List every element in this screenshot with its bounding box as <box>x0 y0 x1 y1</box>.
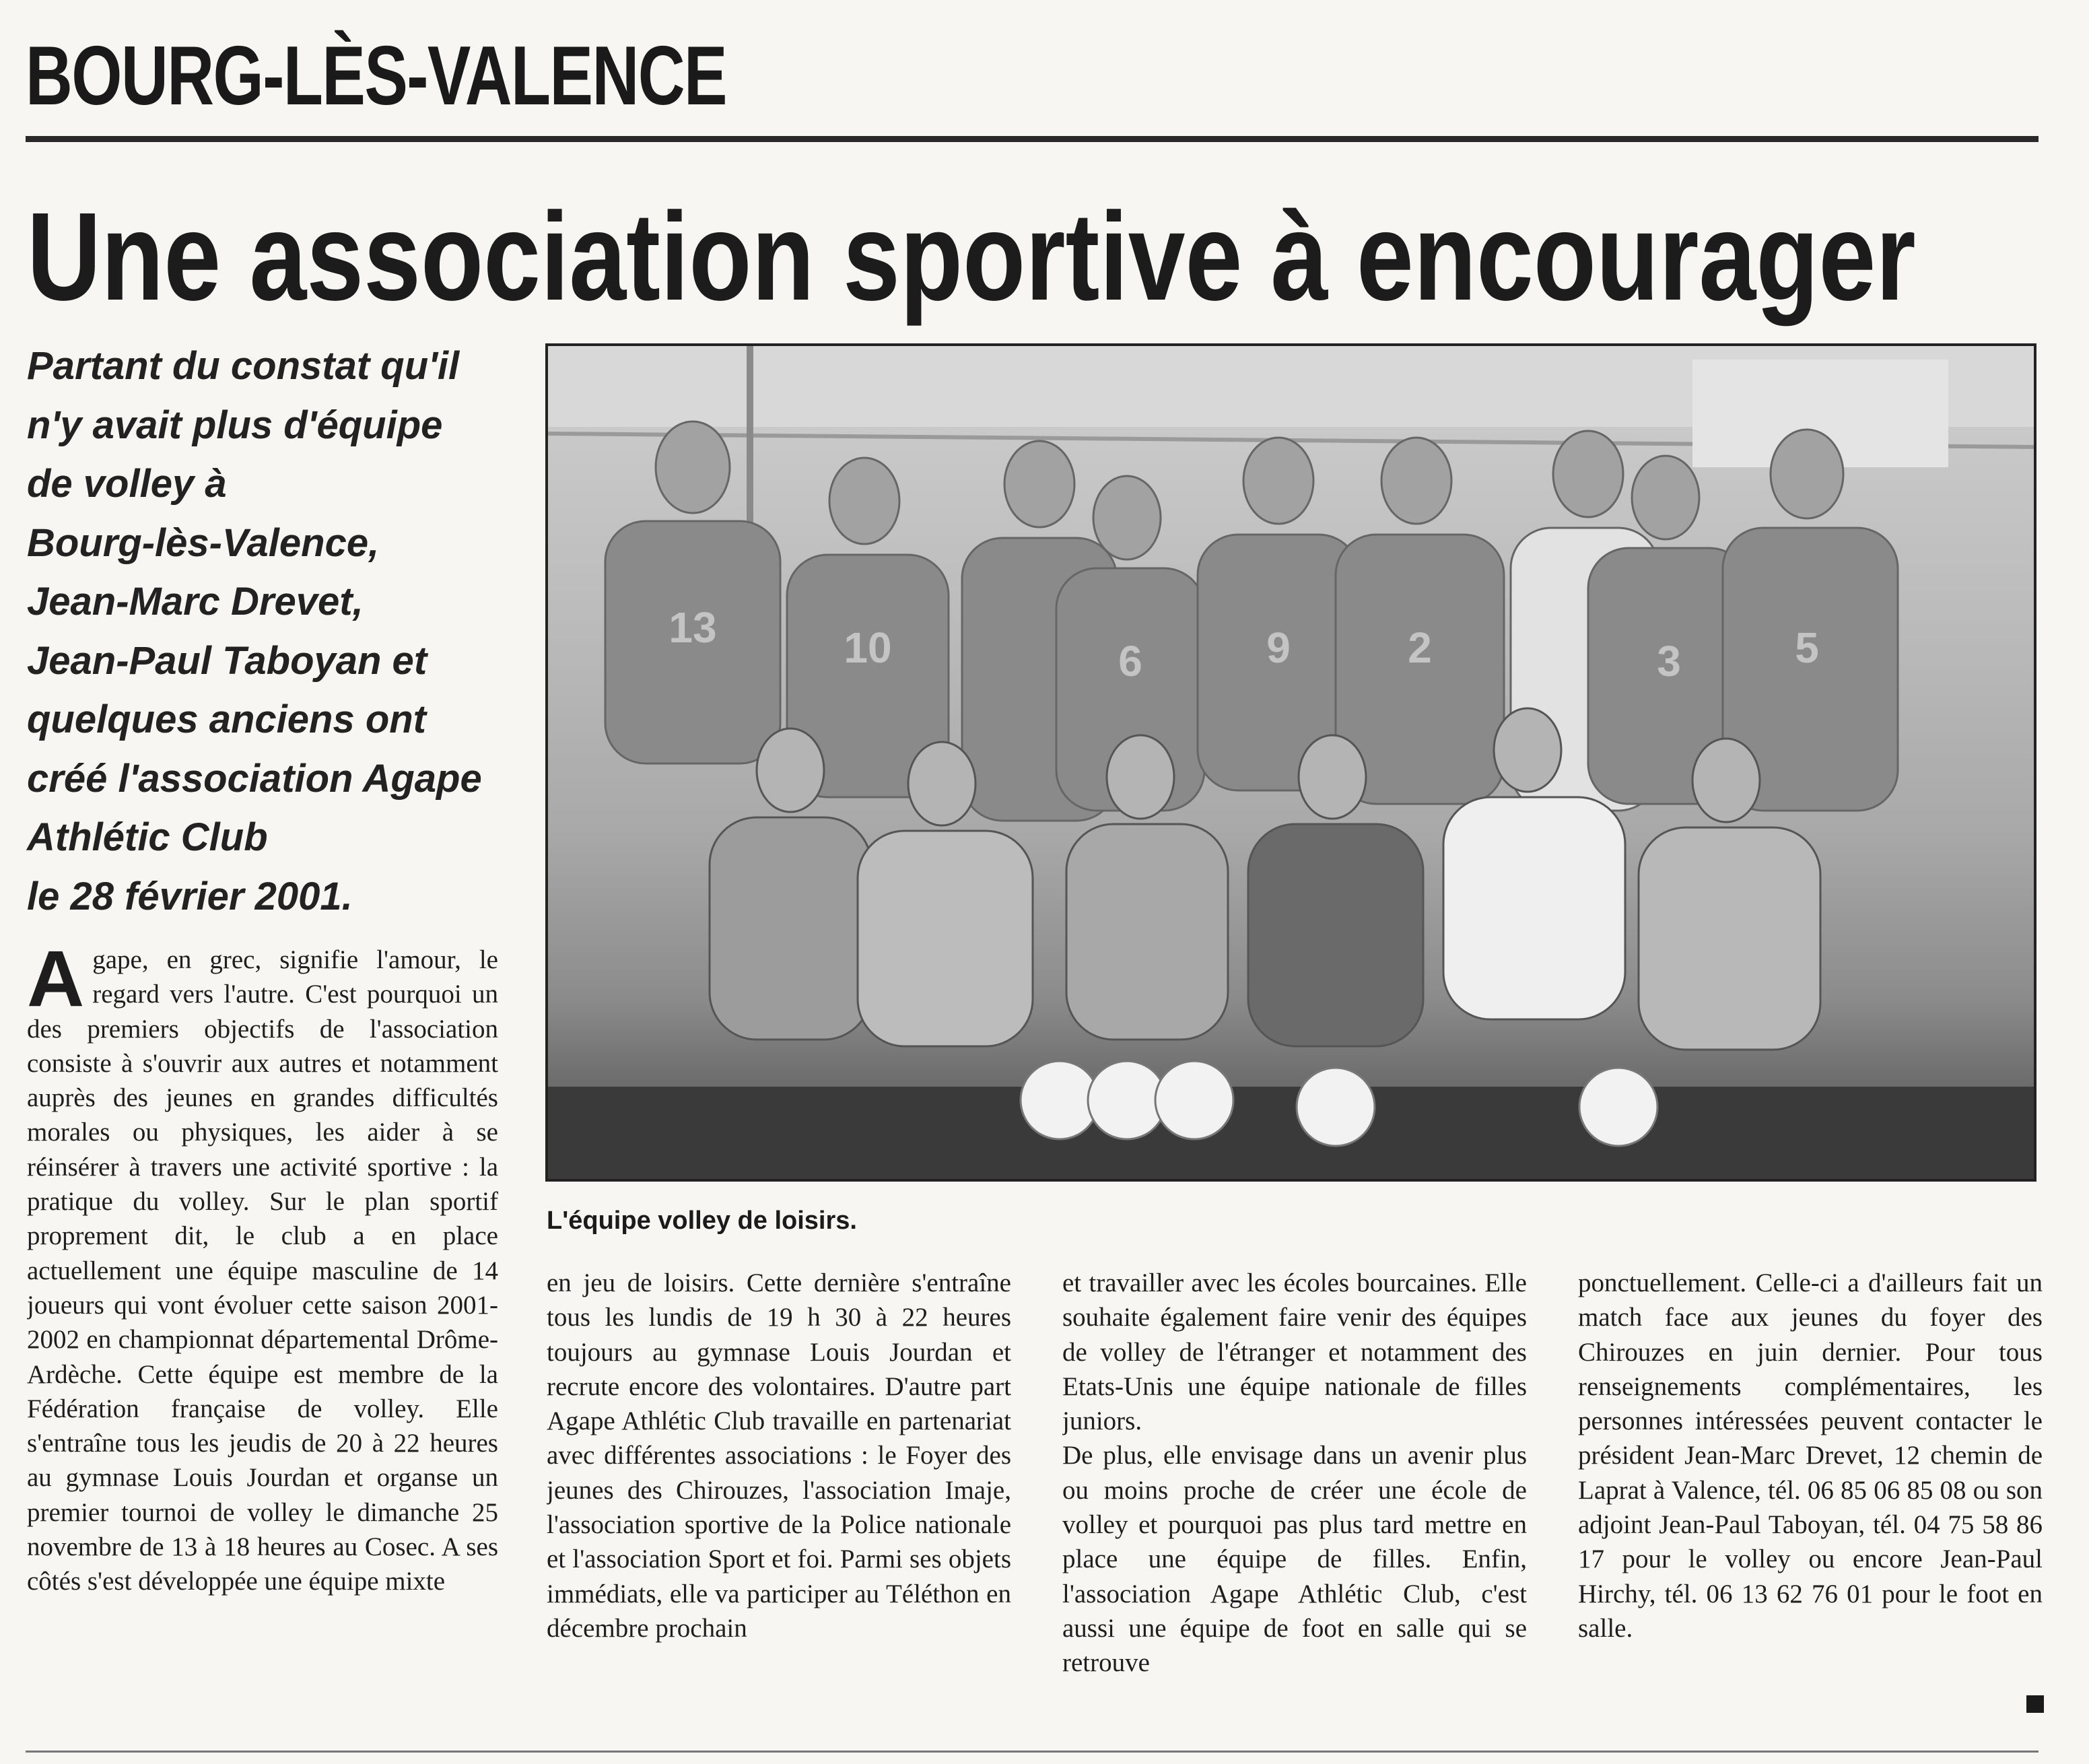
jersey-number: 2 <box>1408 623 1432 672</box>
article-text: gape, en grec, signifie l'amour, le regard vers l'autre. C'est pourquoi un des premiers objectifs de l'association consiste à s'ouvrir aux autres et notamment auprès des jeunes en grandes difficultés morales ou physiques, les aider à se réinsérer à travers une activité sportive : la pratique du volley. Sur le plan sportif proprement dit, le club a en place actuellement une équipe masculine de 14 joueurs qui vont évoluer cette saison 2001-2002 en championnat départemental Drôme-Ardèche. Cette équipe est membre de la Fédération française de volley. Elle s'entraîne tous les jeudis de 20 à 22 heures au gymnase Louis Jourdan et organse un premier tournoi de volley le dimanche 25 novembre de 13 à 18 heures au Cosec. A ses côtés s'est développée une équipe mixte <box>27 945 498 1596</box>
standfirst-line: Athlétic Club <box>27 815 268 859</box>
standfirst-line: créé l'association Agape <box>27 756 482 801</box>
article-paragraph: et travailler avec les écoles bourcaines. Elle souhaite également faire venir des équipes de volley de l'étranger et notamment des Etats-Unis une équipe nationale de filles juniors. <box>1062 1268 1527 1436</box>
jersey-number: 3 <box>1657 637 1681 685</box>
standfirst-line: Jean-Marc Drevet, <box>27 580 364 623</box>
jersey-number: 5 <box>1795 623 1819 672</box>
article-column-3 <box>1062 1266 1527 1751</box>
standfirst-line: Bourg-lès-Valence, <box>27 520 380 565</box>
standfirst <box>27 337 498 926</box>
article-paragraph <box>27 943 498 1599</box>
article-paragraph: en jeu de loisirs. Cette dernière s'entraîne tous les lundis de 19 h 30 à 22 heures toujours au gymnase Louis Jourdan et recrute encore des volontaires. D'autre part Agape Athlétic Club travaille en partenariat avec différentes associations : le Foyer des jeunes des Chirouzes, l'association Imaje, l'association sportive de la Police nationale et l'association Sport et foi. Parmi ses objets immédiats, elle va participer au Téléthon en décembre prochain <box>547 1268 1011 1643</box>
article-column-1 <box>27 943 498 1744</box>
article-paragraph: De plus, elle envisage dans un avenir plus ou moins proche de créer une école de volley et pourquoi pas plus tard mettre en place une équipe de filles. Enfin, l'association Agape Athlétic Club, c'est aussi une équipe de foot en salle qui se retrouve <box>1062 1441 1527 1678</box>
section-title: BOURG-LÈS-VALENCE <box>26 30 726 123</box>
jersey-number: 9 <box>1266 623 1291 672</box>
article-column-4 <box>1578 1266 2043 1697</box>
jersey-number: 6 <box>1118 637 1142 685</box>
article-column-2 <box>547 1266 1011 1751</box>
standfirst-line: le 28 février 2001. <box>27 874 353 918</box>
article-paragraph: ponctuellement. Celle-ci a d'ailleurs fait un match face aux jeunes du foyer des Chirouzes en juin dernier. Pour tous renseignements complémentaires, les personnes intéressées peuvent contacter le président Jean-Marc Drevet, 12 chemin de Laprat à Valence, tél. 06 85 06 85 08 ou son adjoint Jean-Paul Taboyan, tél. 04 75 58 86 17 pour le volley ou encore Jean-Paul Hirchy, tél. 06 13 62 76 01 pour le foot en salle. <box>1578 1268 2043 1643</box>
headline: Une association sportive à encourager <box>27 187 1916 327</box>
standfirst-line: quelques anciens ont <box>27 698 426 741</box>
standfirst-line: n'y avait plus d'équipe <box>27 403 443 447</box>
team-photo-illustration <box>548 346 2036 1182</box>
drop-cap: A <box>27 943 85 1023</box>
photo-caption: L'équipe volley de loisirs. <box>547 1207 857 1235</box>
jersey-number: 13 <box>669 603 717 652</box>
standfirst-line: Jean-Paul Taboyan et <box>27 638 427 683</box>
top-rule <box>26 136 2039 142</box>
end-of-article-mark <box>2026 1695 2044 1713</box>
bottom-rule <box>26 1751 2039 1753</box>
jersey-number: 10 <box>844 623 892 672</box>
standfirst-line: de volley à <box>27 462 227 506</box>
standfirst-line: Partant du constat qu'il <box>27 344 460 388</box>
team-photo <box>545 343 2036 1182</box>
